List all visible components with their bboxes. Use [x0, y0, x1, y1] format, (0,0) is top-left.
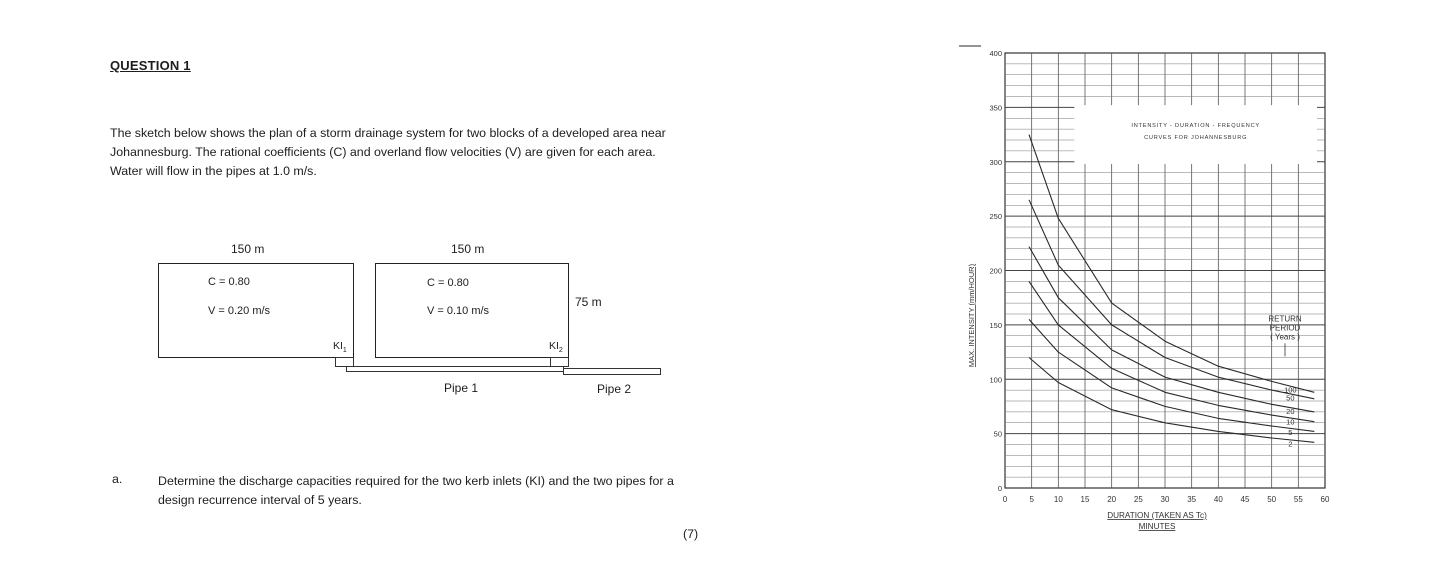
x-tick-label: 20 [1107, 495, 1117, 504]
y-tick-label: 250 [989, 212, 1002, 222]
block2-length-label: 150 m [451, 242, 485, 256]
paragraph-line: The sketch below shows the plan of a storm drainage system for two blocks of a developed area near [110, 126, 666, 140]
block1-length-label: 150 m [231, 242, 265, 256]
x-axis-label-line: DURATION (TAKEN AS Tc) [1107, 511, 1207, 520]
kerb-inlet-2-label: $KI_2$ [549, 340, 563, 355]
paragraph-line: Johannesburg. The rational coefficients (C) and overland flow velocities (V) are given for each area. [110, 145, 656, 159]
x-tick-label: 30 [1160, 495, 1170, 504]
x-tick-label: 50 [1267, 495, 1277, 504]
pipe-1-label: Pipe 1 [444, 381, 479, 395]
curve-label-10: 10 [1286, 417, 1295, 427]
legend-line: PERIOD [1269, 323, 1301, 333]
chart-title-line: CURVES FOR JOHANNESBURG [1144, 135, 1248, 142]
y-tick-label: 200 [989, 266, 1002, 276]
part-a-text [158, 472, 758, 510]
curve-label-100: 100 [1284, 385, 1297, 395]
curve-label-20: 20 [1286, 407, 1295, 417]
x-tick-label: 25 [1133, 495, 1143, 504]
y-tick-label: 50 [993, 429, 1002, 439]
x-tick-label: 35 [1187, 495, 1197, 504]
question-paragraph [110, 124, 750, 181]
x-tick-label: 55 [1293, 495, 1303, 504]
kerb-inlet-1-label: $KI_1$ [333, 340, 347, 355]
paragraph-line: Water will flow in the pipes at 1.0 m/s. [110, 164, 317, 178]
part-a-letter: a. [112, 472, 123, 486]
x-tick-label: 60 [1320, 495, 1330, 504]
block2-velocity: V = 0.10 m/s [427, 305, 490, 317]
y-tick-label: 100 [989, 375, 1002, 385]
y-tick-label: 150 [989, 320, 1002, 330]
curve-label-5: 5 [1288, 427, 1293, 437]
pipe-2-label: Pipe 2 [597, 382, 632, 396]
x-tick-label: 10 [1053, 495, 1063, 504]
block2-coefficient: C = 0.80 [427, 277, 469, 289]
marks-label: (7) [683, 527, 699, 541]
idf-chart [955, 40, 1335, 540]
curve-label-2: 2 [1288, 439, 1293, 449]
curve-label-50: 50 [1286, 393, 1295, 403]
y-tick-label: 0 [997, 484, 1002, 493]
x-tick-label: 45 [1240, 495, 1250, 504]
part-a-line: design recurrence interval of 5 years. [158, 493, 362, 507]
block1-coefficient: C = 0.80 [208, 276, 250, 288]
y-axis-label: MAX. INTENSITY (mm/HOUR) [967, 263, 976, 368]
y-tick-label: 400 [989, 49, 1002, 58]
x-tick-label: 0 [1002, 495, 1008, 504]
x-tick-label: 15 [1080, 495, 1090, 504]
x-axis-label-line: MINUTES [1138, 522, 1176, 531]
x-tick-label: 40 [1213, 495, 1223, 504]
chart-title-line: INTENSITY - DURATION - FREQUENCY [1131, 123, 1260, 130]
legend-line: RETURN [1268, 314, 1302, 324]
part-a-line: Determine the discharge capacities required for the two kerb inlets (KI) and the two pipes for a [158, 474, 674, 488]
legend-line: ( Years ) [1270, 332, 1300, 342]
pipe-1 [346, 366, 564, 372]
block1-velocity: V = 0.20 m/s [208, 305, 271, 317]
question-heading: QUESTION 1 [110, 58, 191, 73]
y-tick-label: 350 [989, 103, 1002, 113]
y-tick-label: 300 [989, 157, 1002, 167]
block2-width-label: 75 m [575, 295, 602, 309]
x-tick-label: 5 [1029, 495, 1034, 504]
pipe-2 [563, 368, 661, 375]
